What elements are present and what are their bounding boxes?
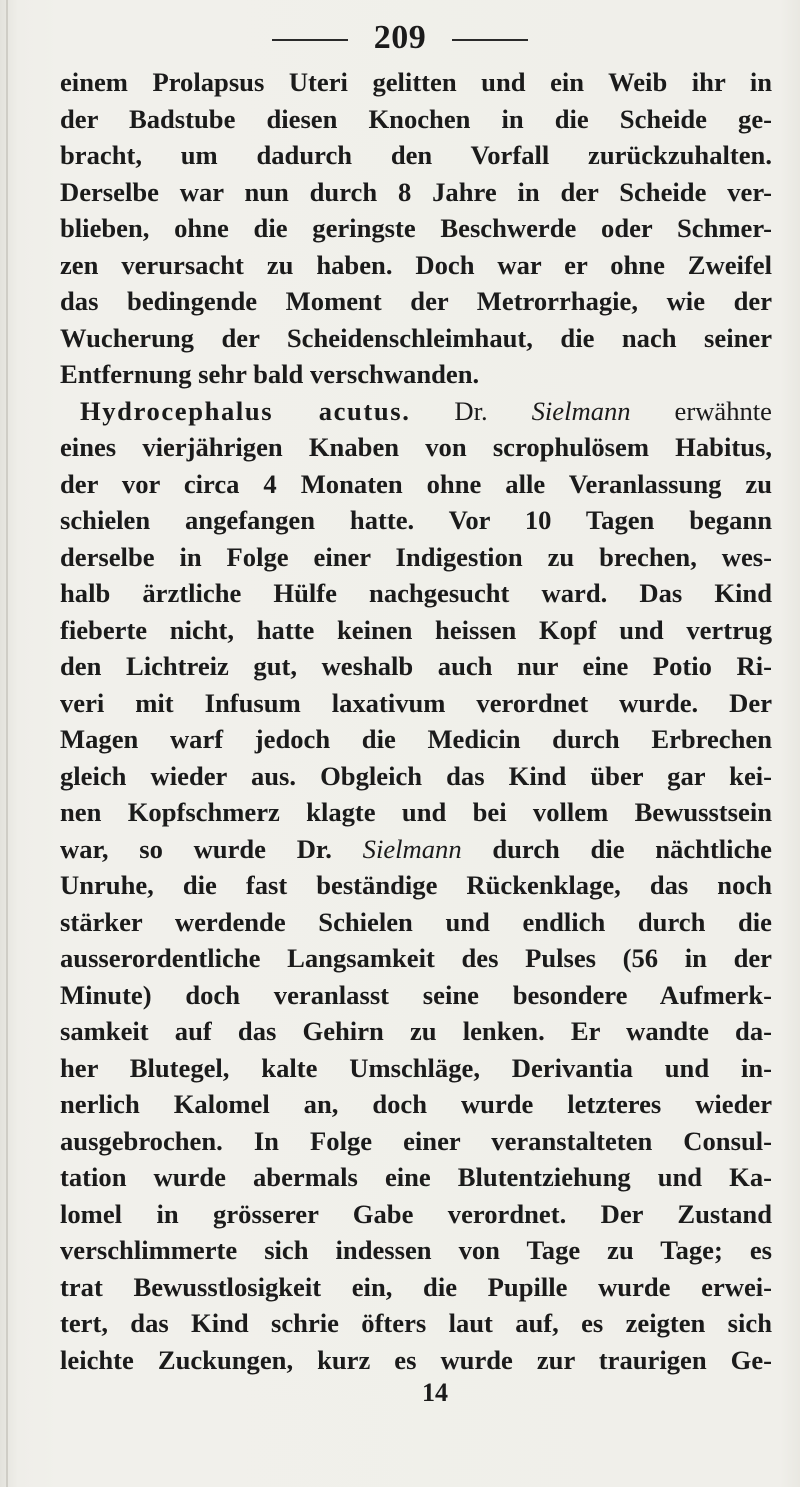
text-line: leichte Zuckungen, kurz es wurde zur traurigen Ge- — [60, 1344, 772, 1375]
text-line: nerlich Kalomel an, doch wurde letzteres wieder — [60, 1089, 772, 1119]
text-fragment: war, so wurde Dr. — [60, 833, 332, 864]
text-line: der Badstube diesen Knochen in die Scheide ge- — [60, 103, 772, 134]
page-header — [0, 18, 800, 58]
text-line: Magen warf jedoch die Medicin durch Erbrechen — [60, 724, 772, 754]
text-line: schielen angefangen hatte. Vor 10 Tagen begann — [60, 505, 772, 535]
text-line: nen Kopfschmerz klagte und bei vollem Bewusstsein — [60, 797, 772, 827]
text-line: den Lichtreiz gut, weshalb auch nur eine Potio Ri- — [60, 651, 772, 681]
text-line: trat Bewusstlosigkeit ein, die Pupille wurde erwei- — [60, 1271, 772, 1302]
text-line: blieben, ohne die geringste Beschwerde oder Schmer- — [60, 213, 772, 243]
text-line: verschlimmerte sich indessen von Tage zu Tage; es — [60, 1235, 772, 1265]
text-line: gleich wieder aus. Obgleich das Kind über gar kei- — [60, 760, 772, 791]
text-line: Wucherung der Scheidenschleimhaut, die nach seiner — [60, 322, 772, 353]
text-line: Unruhe, die fast beständige Rückenklage, das noch — [60, 870, 772, 900]
text-line: her Blutegel, kalte Umschläge, Derivantia und in- — [60, 1052, 772, 1083]
page-number: 209 — [373, 19, 427, 56]
text-line: ausserordentliche Langsamkeit des Pulses (56 in der — [60, 943, 772, 973]
text-line: samkeit auf das Gehirn zu lenken. Er wandte da- — [60, 1016, 772, 1046]
doctor-title: Dr. — [454, 395, 488, 426]
text-line: Derselbe war nun durch 8 Jahre in der Scheide ver- — [60, 176, 772, 207]
text-line-with-name — [60, 831, 772, 868]
text-line: ausgebrochen. In Folge einer veranstalteten Consul- — [60, 1125, 772, 1156]
body-text — [60, 64, 772, 1378]
text-fragment: durch die nächtliche — [492, 833, 772, 864]
doctor-name: Sielmann — [362, 833, 462, 864]
text-line: stärker werdende Schielen und endlich durch die — [60, 906, 772, 937]
section-heading-line — [60, 393, 772, 430]
text-line: Entfernung sehr bald verschwanden. — [60, 359, 480, 389]
text-line: zen verursacht zu haben. Doch war er ohne Zweifel — [60, 249, 772, 280]
text-line: einem Prolapsus Uteri gelitten und ein Weib ihr in — [60, 67, 772, 97]
text-line: eines vierjährigen Knaben von scrophulösem Habitus, — [60, 432, 772, 462]
text-line: Minute) doch veranlasst seine besondere Aufmerk- — [60, 979, 772, 1010]
text-line: das bedingende Moment der Metrorrhagie, wie der — [60, 286, 772, 316]
text-line: fieberte nicht, hatte keinen heissen Kopf und vertrug — [60, 614, 772, 645]
text-line: tation wurde abermals eine Blutentziehung und Ka- — [60, 1162, 772, 1192]
text-line: lomel in grösserer Gabe verordnet. Der Zustand — [60, 1198, 772, 1229]
text-line: halb ärztliche Hülfe nachgesucht ward. Das Kind — [60, 578, 772, 608]
section-heading: Hydrocephalus acutus. — [80, 395, 411, 426]
text-fragment: erwähnte — [674, 395, 772, 426]
header-rule-left — [272, 39, 348, 41]
text-line: der vor circa 4 Monaten ohne alle Veranlassung zu — [60, 468, 772, 499]
text-line: tert, das Kind schrie öfters laut auf, es zeigten sich — [60, 1308, 772, 1338]
doctor-name: Sielmann — [531, 395, 631, 426]
text-line: derselbe in Folge einer Indigestion zu brechen, wes- — [60, 541, 772, 572]
binding-gutter — [6, 0, 8, 1487]
text-line: veri mit Infusum laxativum verordnet wurde. Der — [60, 687, 772, 718]
header-rule-right — [452, 39, 528, 41]
text-line: bracht, um dadurch den Vorfall zurückzuhalten. — [60, 140, 772, 170]
signature-mark: 14 — [422, 1378, 448, 1407]
